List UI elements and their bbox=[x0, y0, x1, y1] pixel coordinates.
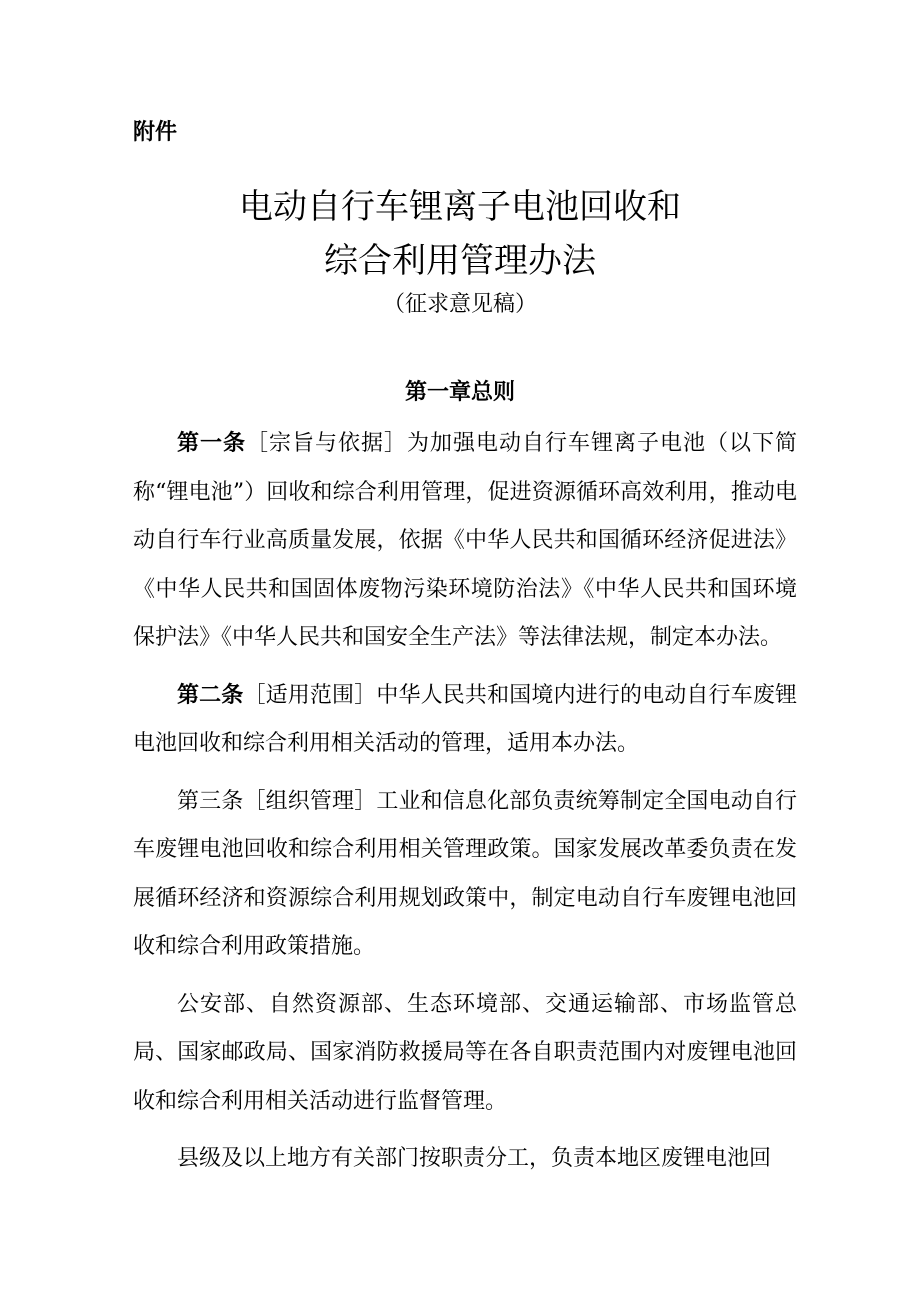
attachment-label: 附件 bbox=[133, 120, 178, 145]
article-3-paragraph-3: 县级及以上地方有关部门按职责分工，负责本地区废锂电池回 bbox=[177, 1146, 772, 1171]
article-3 bbox=[133, 778, 797, 972]
article-1 bbox=[133, 420, 797, 663]
article-2 bbox=[133, 672, 797, 769]
title-line-2: 综合利用管理办法 bbox=[324, 241, 596, 281]
document-title bbox=[0, 180, 920, 288]
article-2-label: 第二条 bbox=[177, 682, 244, 708]
article-2-text: ［适用范围］中华人民共和国境内进行的电动自行车废锂电池回收和综合利用相关活动的管理，适用本办法。 bbox=[133, 682, 797, 756]
document-subtitle: （征求意见稿） bbox=[382, 292, 537, 317]
article-1-text: ［宗旨与依据］为加强电动自行车锂离子电池（以下简称“锂电池”）回收和综合利用管理，促进资源循环高效利用，推动电动自行车行业高质量发展，依据《中华人民共和国循环经济促进法》《中华人民共和国固体废物污染环境防治法》《中华人民共和国环境保护法》《中华人民共和国安全生产法》等法律法规，制定本办法。 bbox=[133, 431, 797, 650]
chapter-heading: 第一章总则 bbox=[404, 380, 515, 405]
article-3-label: 第三条 bbox=[177, 788, 244, 814]
article-3-text: ［组织管理］工业和信息化部负责统筹制定全国电动自行车废锂电池回收和综合利用相关管理政策。国家发展改革委负责在发展循环经济和资源综合利用规划政策中，制定电动自行车废锂电池回收和综合利用政策措施。 bbox=[133, 788, 797, 959]
title-line-1: 电动自行车锂离子电池回收和 bbox=[239, 187, 681, 227]
article-1-label: 第一条 bbox=[177, 431, 246, 456]
article-3-paragraph-2: 公安部、自然资源部、生态环境部、交通运输部、市场监管总局、国家邮政局、国家消防救援局等在各自职责范围内对废锂电池回收和综合利用相关活动进行监督管理。 bbox=[133, 991, 797, 1114]
document-body bbox=[133, 420, 797, 1193]
